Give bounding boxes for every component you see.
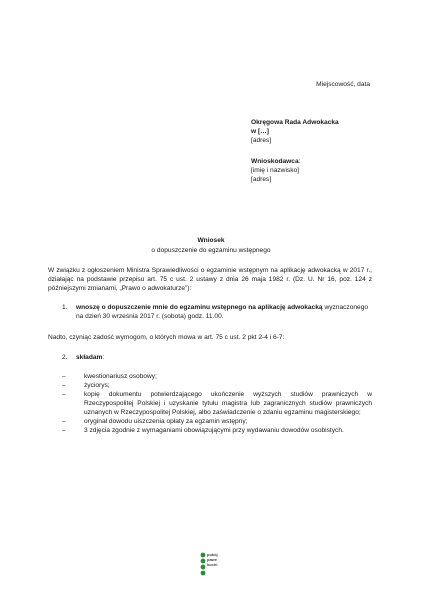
list-item: – oryginał dowodu uiszczenia opłaty za egzamin wstępny; bbox=[62, 417, 372, 426]
point-2-bold: składam bbox=[76, 354, 103, 361]
list-item: – kwestionariusz osobowy; bbox=[62, 372, 372, 381]
document-subtitle: o dopuszczenie do egzaminu wstępnego bbox=[151, 247, 271, 254]
point-1-rest: wyznaczonego na dzień 30 września 2017 r. (sobota) godz. 11.00. bbox=[76, 304, 369, 320]
point-1 bbox=[48, 303, 372, 321]
document-title: Wniosek bbox=[197, 237, 225, 244]
recipient-name: Okręgowa Rada Adwokacka bbox=[251, 119, 339, 126]
dots-logo-icon bbox=[200, 552, 222, 578]
intro-paragraph: W związku z ogłoszeniem Ministra Sprawiedliwości o egzaminie wstępnym na aplikację adwokacką w 2017 r., działając na podstawie przepisu art. 75 c ust. 2 ustawy z dnia 26 maja 1982 r. (Dz. U. Nr 16, poz. 124 z późniejszymi zmianami, „Prawo o adwokaturze”): bbox=[48, 267, 372, 292]
recipient-address: [adres] bbox=[251, 137, 272, 144]
applicant-colon: : bbox=[298, 158, 301, 165]
recipient-block bbox=[251, 118, 339, 145]
point-1-number: 1. bbox=[62, 304, 68, 311]
recipient-city: w […] bbox=[251, 128, 269, 135]
logo-text-line: pawe bbox=[207, 557, 218, 562]
logo-text-line: kochi bbox=[207, 562, 218, 567]
point-2-number: 2. bbox=[62, 354, 68, 361]
logo-text bbox=[207, 552, 218, 567]
list-item: – 3 zdjęcia zgodnie z wymaganiami obowiązującymi przy wydawaniu dowodów osobistych. bbox=[62, 426, 372, 435]
applicant-name: [imię i nazwisko] bbox=[251, 167, 300, 174]
applicant-label: Wnioskodawca bbox=[251, 158, 299, 165]
point-2-colon: : bbox=[102, 354, 105, 361]
point-2 bbox=[48, 353, 104, 362]
logo-text-line: pokój bbox=[207, 552, 218, 557]
attachments-list bbox=[62, 372, 372, 435]
applicant-address: [adres] bbox=[251, 176, 272, 183]
list-item: – życiorys; bbox=[62, 381, 372, 390]
place-date: Miejscowość, data bbox=[316, 81, 370, 88]
requirements-paragraph: Nadto, czyniąc zadość wymogom, o których mowa w art. 75 c ust. 2 pkt 2-4 i 6-7: bbox=[48, 334, 285, 341]
applicant-block bbox=[251, 157, 300, 184]
list-item: – kopię dokumentu potwierdzającego ukończenie wyższych studiów prawniczych w Rzeczypospolitej Polskiej i uzyskanie tytułu magistra lub zagranicznych studiów prawniczych uznanych w Rzeczypospolitej Polskiej, albo zaświadczenie o zdaniu egzaminu magisterskiego; bbox=[62, 390, 372, 417]
point-1-bold: wnoszę o dopuszczenie mnie do egzaminu wstępnego na aplikację adwokacką bbox=[76, 304, 323, 311]
